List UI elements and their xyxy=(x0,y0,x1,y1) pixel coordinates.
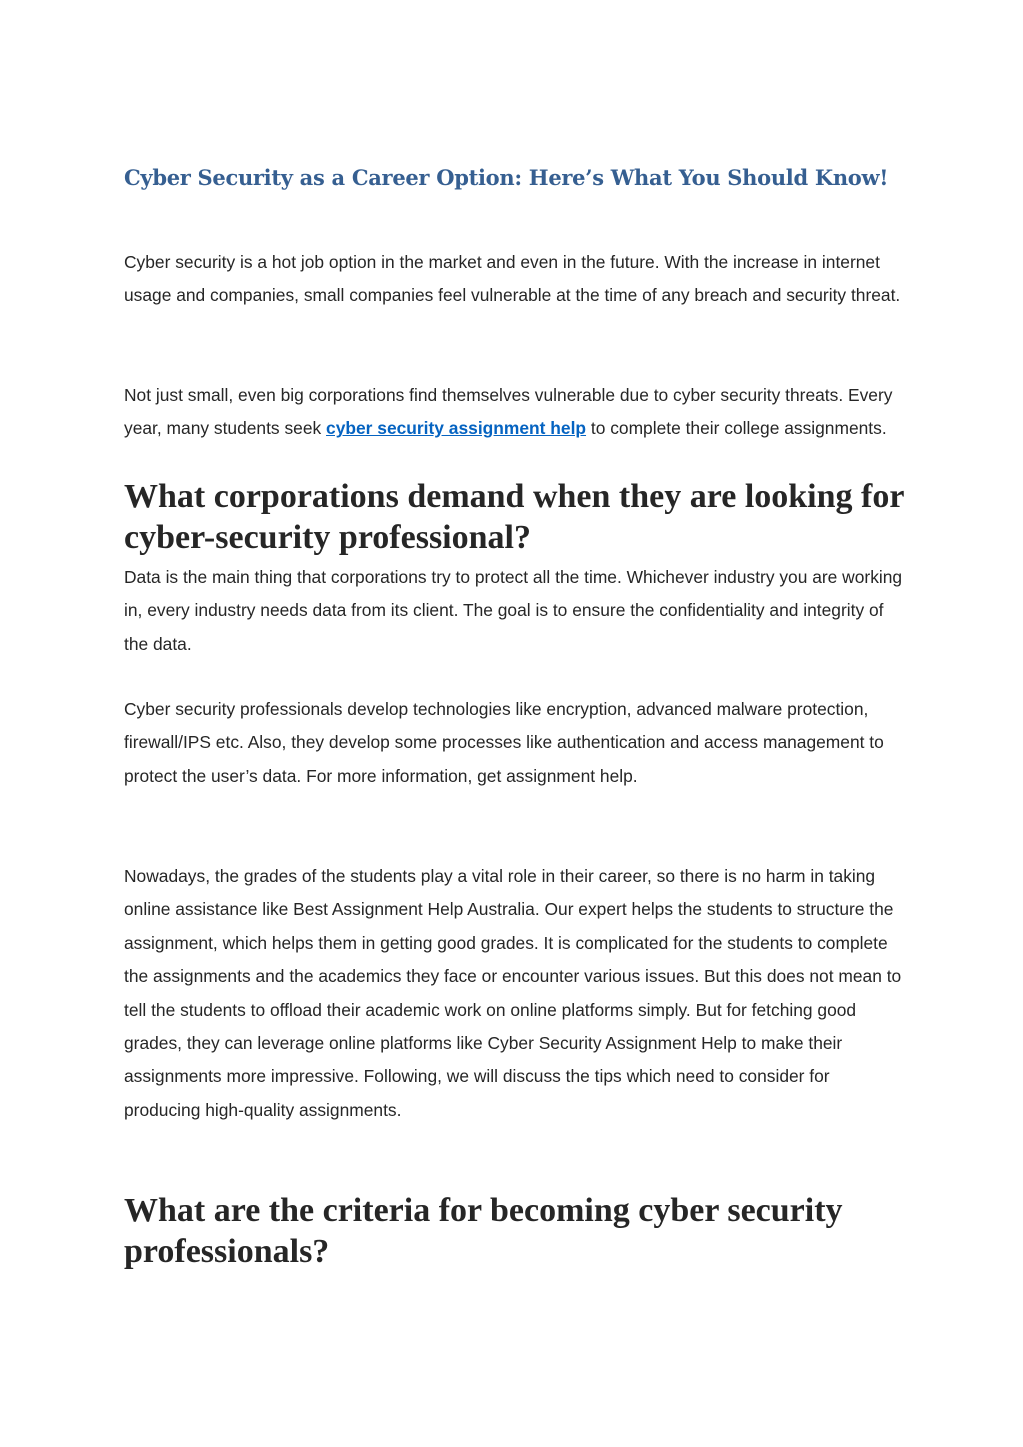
paragraph-grades: Nowadays, the grades of the students play a vital role in their career, so there is no harm in taking online assistance like Best Assignment Help Australia. Our expert helps the students to structure the assignment, which helps them in getting good grades. It is complicated for the students to complete the assignments and the academics they face or encounter various issues. But this does not mean to tell the students to offload their academic work on online platforms simply. But for fetching good grades, they can leverage online platforms like Cyber Security Assignment Help to make their assignments more impressive. Following, we will discuss the tips which need to consider for producing high-quality assignments. xyxy=(124,866,902,1120)
paragraph-corporations xyxy=(124,379,904,446)
heading-corporations-demand: What corporations demand when they are looking for cyber-security professional? xyxy=(124,478,904,556)
cyber-security-assignment-help-link[interactable]: cyber security assignment help xyxy=(326,418,587,439)
heading-criteria: What are the criteria for becoming cyber security professionals? xyxy=(124,1192,843,1270)
document-title: Cyber Security as a Career Option: Here’s What You Should Know! xyxy=(124,165,889,190)
paragraph-data-protection: Data is the main thing that corporations try to protect all the time. Whichever industry you are working in, every industry needs data from its client. The goal is to ensure the confidentiality and integrity of the data. xyxy=(124,567,903,654)
paragraph-text-after-link: to complete their college assignments. xyxy=(586,418,887,439)
paragraph-text-before-link: Not just small, even big corporations find themselves vulnerable due to cyber security threats. Every year, many students seek xyxy=(124,385,893,439)
paragraph-technologies: Cyber security professionals develop technologies like encryption, advanced malware protection, firewall/IPS etc. Also, they develop some processes like authentication and access management to protect the user’s data. For more information, get assignment help. xyxy=(124,699,884,786)
intro-paragraph: Cyber security is a hot job option in the market and even in the future. With the increase in internet usage and companies, small companies feel vulnerable at the time of any breach and security threat. xyxy=(124,252,901,306)
